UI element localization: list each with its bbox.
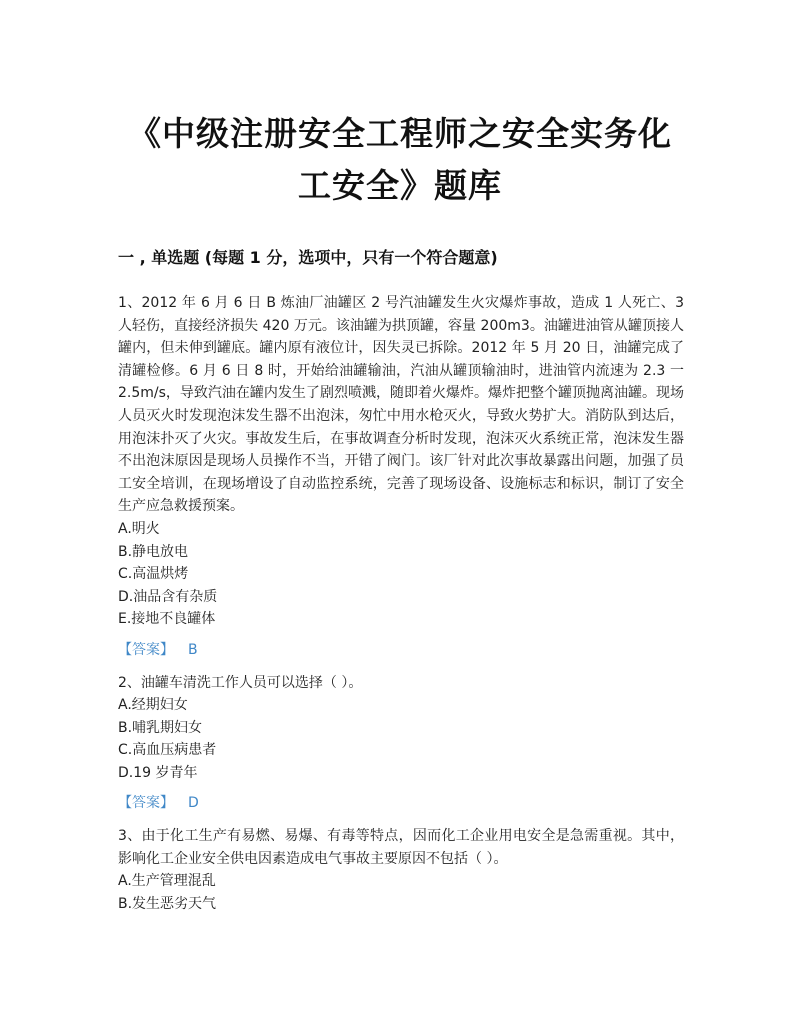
title-line-1: 《中级注册安全工程师之安全实务化 [128, 114, 672, 153]
answer-line [118, 792, 684, 815]
question-list [118, 292, 684, 915]
question-3 [118, 825, 684, 915]
option-b: B.哺乳期妇女 [118, 719, 203, 736]
title-line-2: 工安全》题库 [298, 166, 502, 205]
option-c: C.高血压病患者 [118, 742, 217, 759]
question-1 [118, 292, 684, 662]
answer-line [118, 639, 684, 662]
option-b: B.静电放电 [118, 543, 189, 560]
option-d: D.19 岁青年 [118, 764, 198, 781]
section-heading: 一 , 单选题 (每题 1 分，选项中，只有一个符合题意) [118, 248, 498, 267]
option-d: D.油品含有杂质 [118, 588, 218, 605]
option-a: A.生产管理混乱 [118, 873, 216, 890]
option-a: A.经期妇女 [118, 697, 188, 714]
question-2 [118, 672, 684, 816]
document-title [100, 108, 700, 212]
answer-value: B [188, 641, 198, 658]
question-stem: 2、油罐车清洗工作人员可以选择（ ）。 [118, 674, 363, 691]
question-stem: 1、2012 年 6 月 6 日 B 炼油厂油罐区 2 号汽油罐发生火灾爆炸事故，造成 1 人死亡、3 人轻伤，直接经济损失 420 万元。该油罐为拱顶罐，容量 200m3。油罐进油管从罐顶接人罐内，但未伸到罐底。罐内原有液位计，因失灵已拆除。2012 年 5 月 20 日，油罐完成了清罐检修。6 月 6 日 8 时，开始给油罐输油，汽油从罐顶输油时，进油管内流速为 2.3 一 2.5m/s，导致汽油在罐内发生了剧烈喷溅，随即着火爆炸。爆炸把整个罐顶抛离油罐。现场人员灭火时发现泡沫发生器不出泡沫，匆忙中用水枪灭火，导致火势扩大。消防队到达后，用泡沫扑灭了火灾。事故发生后，在事故调查分析时发现，泡沫灭火系统正常，泡沫发生器不出泡沫原因是现场人员操作不当，开错了阀门。该厂针对此次事故暴露出问题，加强了员工安全培训，在现场增设了自动监控系统，完善了现场设备、设施标志和标识，制订了安全生产应急救援预案。 [118, 295, 684, 515]
option-a: A.明火 [118, 520, 160, 537]
option-b: B.发生恶劣天气 [118, 895, 217, 912]
answer-value: D [188, 795, 199, 812]
answer-label: 【答案】 [118, 795, 174, 812]
option-e: E.接地不良罐体 [118, 611, 216, 628]
answer-label: 【答案】 [118, 641, 174, 658]
question-stem: 3、由于化工生产有易燃、易爆、有毒等特点，因而化工企业用电安全是急需重视。其中，影响化工企业安全供电因素造成电气事故主要原因不包括（ ）。 [118, 828, 684, 867]
option-c: C.高温烘烤 [118, 566, 189, 583]
